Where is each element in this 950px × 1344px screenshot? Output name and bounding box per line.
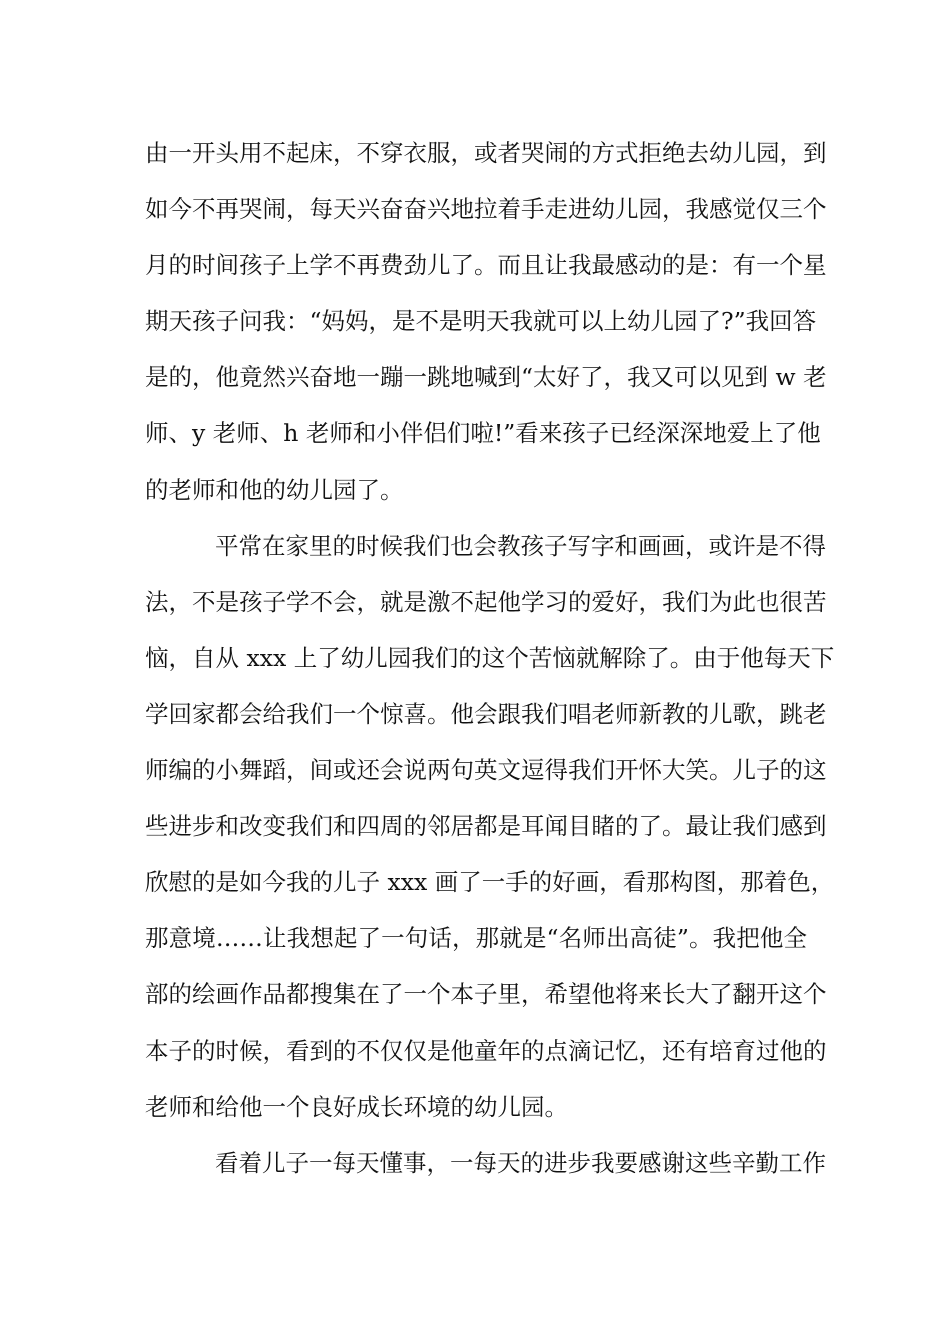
text-line: 那意境……让我想起了一句话，那就是“名师出高徒”。我把他全 [145,924,807,953]
text-line: 月的时间孩子上学不再费劲儿了。而且让我最感动的是：有一个星 [145,251,827,280]
text-line: 欣慰的是如今我的儿子 xxx 画了一手的好画，看那构图，那着色， [145,868,835,897]
text-line: 期天孩子问我：“妈妈，是不是明天我就可以上幼儿园了?”我回答 [145,307,817,336]
text-line: 平常在家里的时候我们也会教孩子写字和画画，或许是不得 [215,531,826,560]
paragraph-3 [145,1140,826,1196]
paragraph-2 [145,523,835,1140]
document-body [145,130,835,1196]
text-line: 看着儿子一每天懂事，一每天的进步我要感谢这些辛勤工作 [215,1148,826,1177]
text-line: 部的绘画作品都搜集在了一个本子里，希望他将来长大了翻开这个 [145,980,827,1009]
text-line: 老师和给他一个良好成长环境的幼儿园。 [145,1092,568,1121]
text-line: 学回家都会给我们一个惊喜。他会跟我们唱老师新教的儿歌，跳老 [145,699,827,728]
text-line: 如今不再哭闹，每天兴奋奋兴地拉着手走进幼儿园，我感觉仅三个 [145,195,827,224]
text-line: 恼，自从 xxx 上了幼儿园我们的这个苦恼就解除了。由于他每天下 [145,643,835,672]
text-line: 本子的时候，看到的不仅仅是他童年的点滴记忆，还有培育过他的 [145,1036,827,1065]
text-line: 师、y 老师、h 老师和小伴侣们啦!”看来孩子已经深深地爱上了他 [145,419,821,448]
text-line: 师编的小舞蹈，间或还会说两句英文逗得我们开怀大笑。儿子的这 [145,756,827,785]
paragraph-1 [145,130,827,523]
text-line: 些进步和改变我们和四周的邻居都是耳闻目睹的了。最让我们感到 [145,812,827,841]
text-line: 由一开头用不起床，不穿衣服，或者哭闹的方式拒绝去幼儿园，到 [145,139,827,167]
text-line: 的老师和他的幼儿园了。 [145,475,404,504]
text-line: 是的，他竟然兴奋地一蹦一跳地喊到“太好了，我又可以见到 w 老 [145,363,827,392]
text-line: 法，不是孩子学不会，就是激不起他学习的爱好，我们为此也很苦 [145,587,827,616]
